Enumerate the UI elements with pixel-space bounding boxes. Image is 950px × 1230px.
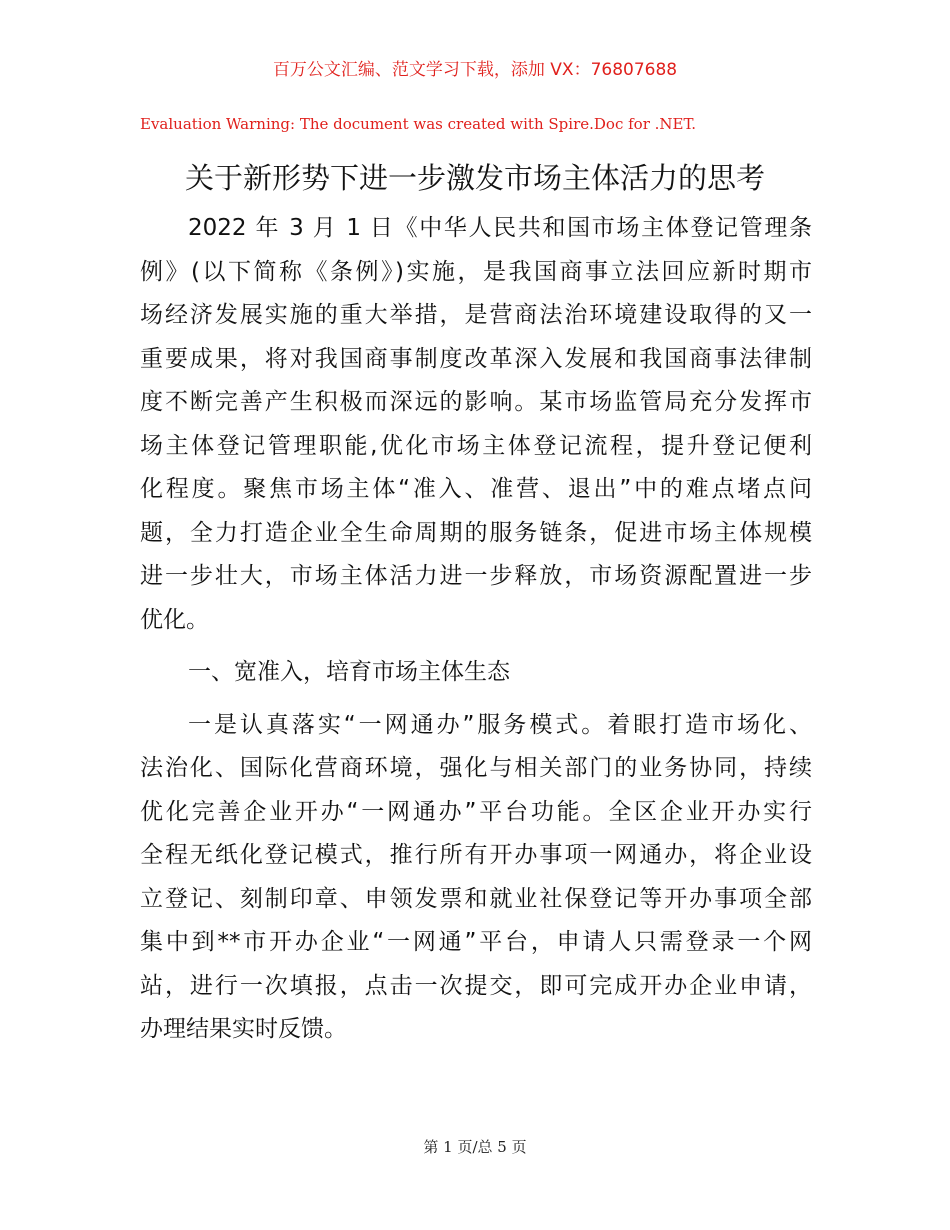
paragraph-line: 集中到**市开办企业“一网通”平台，申请人只需登录一个网: [140, 929, 812, 955]
paragraph-spacer: [140, 695, 812, 704]
section-heading: 一、宽准入，培育市场主体生态: [188, 659, 510, 685]
paragraph-1: [140, 207, 812, 642]
paragraph-line: 化程度。聚焦市场主体“准入、准营、退出”中的难点堵点问: [140, 476, 812, 502]
paragraph-line: 例》(以下简称《条例》)实施，是我国商事立法回应新时期市: [140, 258, 812, 285]
paragraph-2: [140, 704, 812, 1052]
paragraph-line: 进一步壮大，市场主体活力进一步释放，市场资源配置进一步: [140, 563, 812, 589]
paragraph-line: 站，进行一次填报，点击一次提交，即可完成开办企业申请，: [140, 972, 812, 999]
page-indicator: 第 1 页/总 5 页: [423, 1138, 527, 1156]
paragraph-line: 优化。: [140, 606, 209, 633]
paragraph-line: 法治化、国际化营商环境，强化与相关部门的业务协同，持续: [140, 755, 812, 781]
paragraph-line: 2022 年 3 月 1 日《中华人民共和国市场主体登记管理条: [188, 215, 812, 241]
paragraph-line: 办理结果实时反馈。: [140, 1016, 347, 1042]
paragraph-line: 全程无纸化登记模式，推行所有开办事项一网通办，将企业设: [140, 842, 812, 868]
promo-banner: 百万公文汇编、范文学习下载，添加 VX：76807688: [272, 60, 678, 80]
document-title: 关于新形势下进一步激发市场主体活力的思考: [184, 161, 765, 195]
paragraph-line: 场经济发展实施的重大举措，是营商法治环境建设取得的又一: [140, 302, 812, 328]
paragraph-line: 一是认真落实“一网通办”服务模式。着眼打造市场化、: [188, 711, 812, 738]
paragraph-spacer: [140, 642, 812, 651]
evaluation-warning: Evaluation Warning: The document was created with Spire.Doc for .NET.: [140, 115, 697, 133]
paragraph-line: 重要成果，将对我国商事制度改革深入发展和我国商事法律制: [140, 345, 812, 372]
paragraph-line: 场主体登记管理职能,优化市场主体登记流程，提升登记便利: [140, 432, 812, 459]
document-body: [140, 207, 812, 1052]
paragraph-line: 题，全力打造企业全生命周期的服务链条，促进市场主体规模: [140, 519, 812, 546]
paragraph-line: 优化完善企业开办“一网通办”平台功能。全区企业开办实行: [140, 798, 812, 825]
paragraph-line: 立登记、刻制印章、申领发票和就业社保登记等开办事项全部: [140, 885, 812, 912]
paragraph-line: 度不断完善产生积极而深远的影响。某市场监管局充分发挥市: [140, 389, 812, 415]
